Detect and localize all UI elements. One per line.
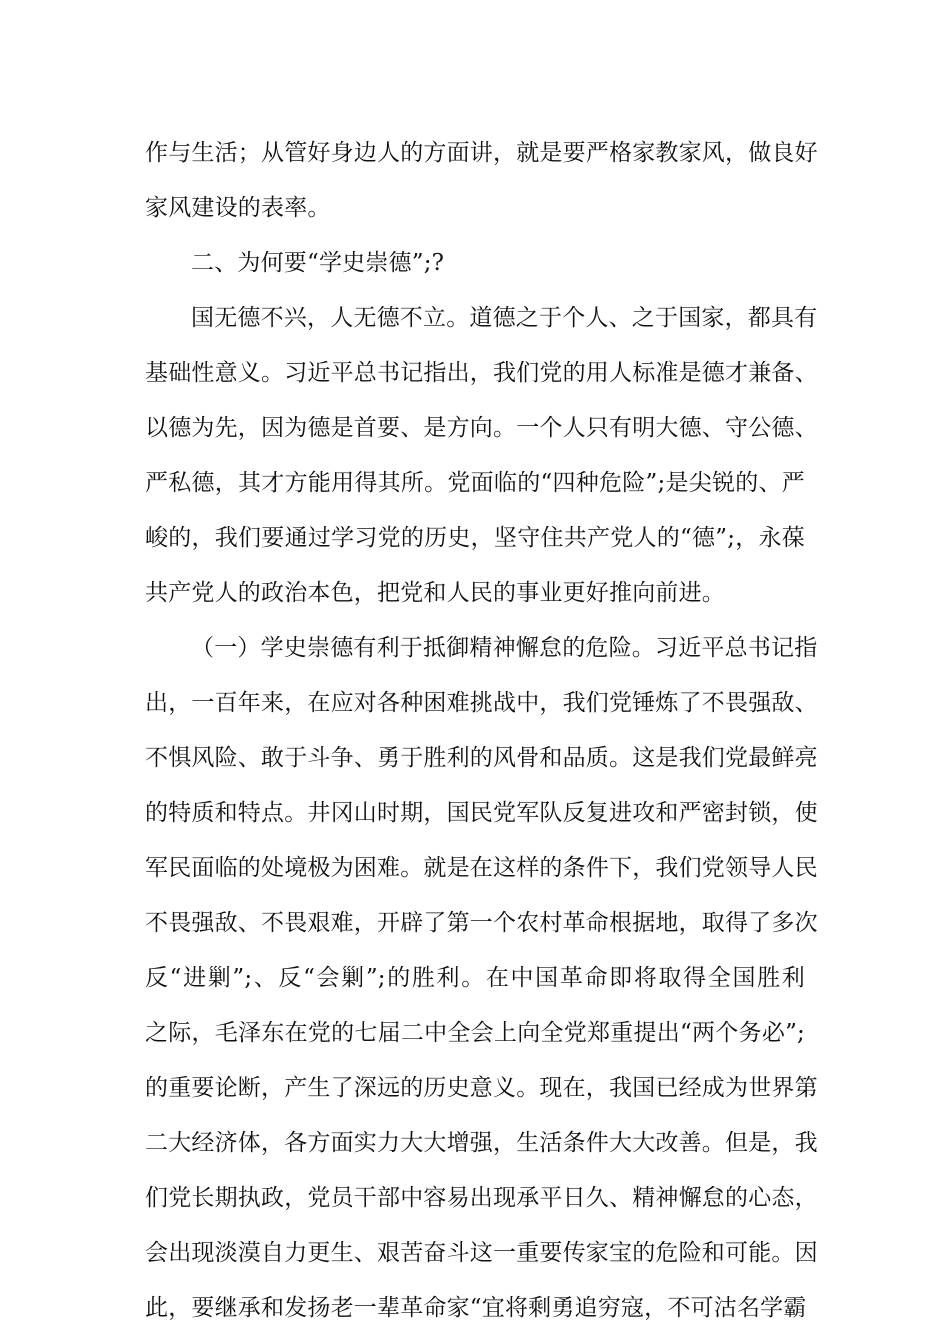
body-line: 们党长期执政，党员干部中容易出现承平日久、精神懈怠的心态， — [145, 1185, 818, 1211]
subsection-heading-line: （一）学史崇德有利于抵御精神懈怠的危险。习近平总书记指 — [191, 635, 818, 661]
body-line: 的特质和特点。井冈山时期，国民党军队反复进攻和严密封锁，使 — [145, 800, 818, 826]
body-line: 会出现淡漠自力更生、艰苦奋斗这一重要传家宝的危险和可能。因 — [145, 1240, 818, 1266]
body-line: 峻的，我们要通过学习党的历史，坚守住共产党人的“德”;，永葆 — [145, 525, 805, 551]
body-line: 家风建设的表率。 — [145, 195, 331, 221]
body-line: 军民面临的处境极为困难。就是在这样的条件下，我们党领导人民 — [145, 855, 818, 881]
body-line: 的重要论断，产生了深远的历史意义。现在，我国已经成为世界第 — [145, 1075, 818, 1101]
body-line: 严私德，其才方能用得其所。党面临的“四种危险”;是尖锐的、严 — [145, 470, 805, 496]
body-line: 以德为先，因为德是首要、是方向。一个人只有明大德、守公德、 — [145, 415, 818, 441]
body-line: 国无德不兴，人无德不立。道德之于个人、之于国家，都具有 — [191, 305, 818, 331]
body-line: 不惧风险、敢于斗争、勇于胜利的风骨和品质。这是我们党最鲜亮 — [145, 745, 818, 771]
body-line: 共产党人的政治本色，把党和人民的事业更好推向前进。 — [145, 580, 725, 606]
body-line: 此，要继承和发扬老一辈革命家“宜将剩勇追穷寇，不可沽名学霸 — [145, 1295, 807, 1321]
section-heading: 二、为何要“学史崇德”;? — [191, 250, 445, 276]
body-line: 之际，毛泽东在党的七届二中全会上向全党郑重提出“两个务必”; — [145, 1020, 805, 1046]
body-line: 作与生活；从管好身边人的方面讲，就是要严格家教家风，做良好 — [145, 140, 818, 166]
body-line: 二大经济体，各方面实力大大增强，生活条件大大改善。但是，我 — [145, 1130, 818, 1156]
body-line: 不畏强敌、不畏艰难，开辟了第一个农村革命根据地，取得了多次 — [145, 910, 818, 936]
document-body — [145, 126, 818, 1336]
body-line: 反“进剿”;、反“会剿”;的胜利。在中国革命即将取得全国胜利 — [145, 965, 805, 991]
body-line: 出，一百年来，在应对各种困难挑战中，我们党锤炼了不畏强敌、 — [145, 690, 818, 716]
body-line: 基础性意义。习近平总书记指出，我们党的用人标准是德才兼备、 — [145, 360, 818, 386]
